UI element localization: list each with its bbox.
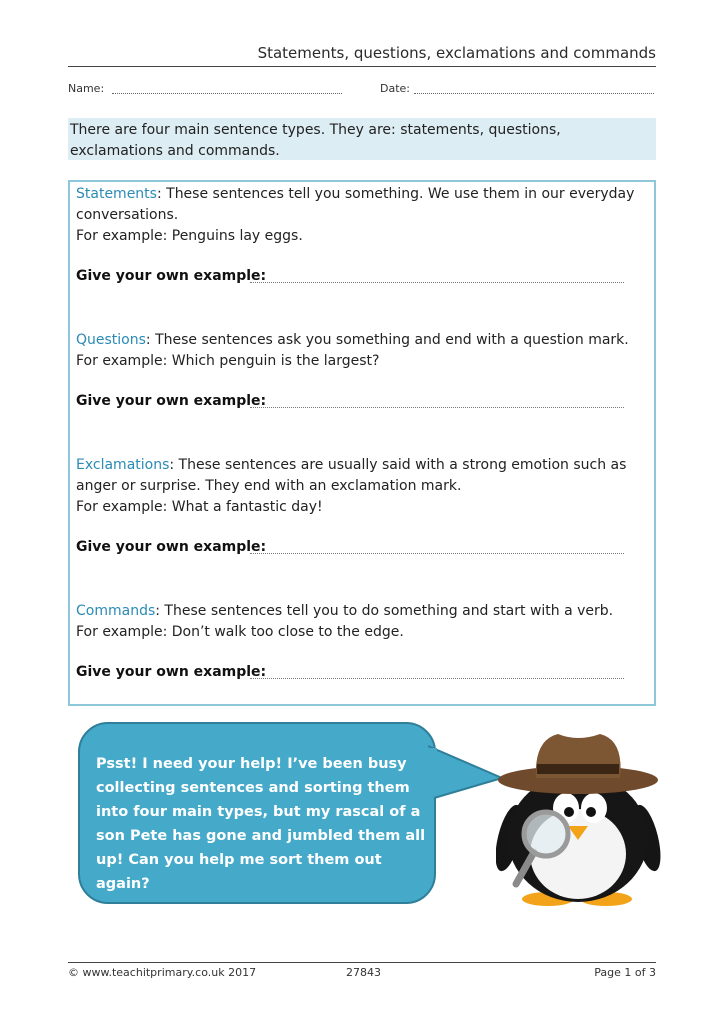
answer-row-statements bbox=[76, 268, 624, 288]
section-statements bbox=[76, 184, 646, 247]
date-label: Date: bbox=[380, 82, 410, 95]
description-statements: : These sentences tell you something. We use them in our everyday conversations. bbox=[76, 186, 635, 223]
example-commands: For example: Don’t walk too close to the edge. bbox=[76, 624, 404, 640]
name-field[interactable] bbox=[112, 93, 342, 94]
answer-line-questions[interactable] bbox=[250, 407, 624, 408]
term-statements: Statements bbox=[76, 186, 157, 202]
description-exclamations: : These sentences are usually said with a strong emotion such as anger or surprise. They end with an exclamation mark. bbox=[76, 457, 627, 494]
prompt-statements: Give your own example: bbox=[76, 268, 267, 284]
term-questions: Questions bbox=[76, 332, 146, 348]
answer-line-statements[interactable] bbox=[250, 282, 624, 283]
prompt-commands: Give your own example: bbox=[76, 664, 267, 680]
prompt-questions: Give your own example: bbox=[76, 393, 267, 409]
answer-row-questions bbox=[76, 393, 624, 413]
sentence-types-panel bbox=[68, 180, 656, 706]
answer-row-commands bbox=[76, 664, 624, 684]
example-exclamations: For example: What a fantastic day! bbox=[76, 499, 323, 515]
footer-resource-code: 27843 bbox=[346, 966, 381, 979]
answer-row-exclamations bbox=[76, 539, 624, 559]
example-statements: For example: Penguins lay eggs. bbox=[76, 228, 303, 244]
term-exclamations: Exclamations bbox=[76, 457, 170, 473]
description-commands: : These sentences tell you to do something and start with a verb. bbox=[155, 603, 614, 619]
worksheet-title: Statements, questions, exclamations and commands bbox=[257, 44, 656, 62]
example-questions: For example: Which penguin is the largest? bbox=[76, 353, 380, 369]
term-commands: Commands bbox=[76, 603, 156, 619]
section-commands bbox=[76, 601, 646, 643]
detective-penguin-illustration bbox=[496, 726, 666, 912]
prompt-exclamations: Give your own example: bbox=[76, 539, 267, 555]
description-questions: : These sentences ask you something and end with a question mark. bbox=[145, 332, 629, 348]
answer-line-commands[interactable] bbox=[250, 678, 624, 679]
intro-panel bbox=[68, 118, 656, 160]
intro-text: There are four main sentence types. They are: statements, questions, exclamations and commands. bbox=[70, 122, 561, 159]
answer-line-exclamations[interactable] bbox=[250, 553, 624, 554]
footer-page-number: Page 1 of 3 bbox=[594, 966, 656, 979]
header-divider bbox=[68, 66, 656, 67]
footer-divider bbox=[68, 962, 656, 963]
name-label: Name: bbox=[68, 82, 105, 95]
section-questions bbox=[76, 330, 646, 372]
speech-bubble-text: Psst! I need your help! I’ve been busy collecting sentences and sorting them into four main types, but my rascal of a son Pete has gone and jumbled them all up! Can you help me sort them out again? bbox=[96, 756, 426, 892]
fedora-hat-icon bbox=[498, 734, 658, 794]
section-exclamations bbox=[76, 455, 646, 518]
date-field[interactable] bbox=[414, 93, 654, 94]
name-date-row bbox=[68, 82, 656, 98]
footer-copyright: © www.teachitprimary.co.uk 2017 bbox=[68, 966, 257, 979]
